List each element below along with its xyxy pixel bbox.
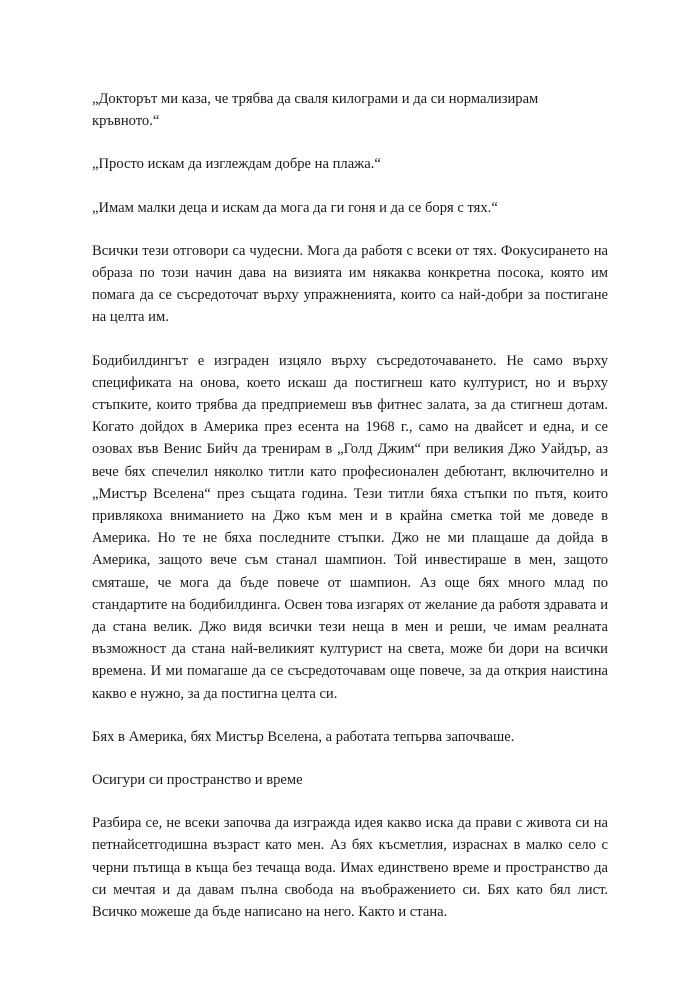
- quote-kids: „Имам малки деца и искам да мога да ги гоня и да се боря с тях.“: [92, 199, 498, 216]
- paragraph-space-time: Разбира се, не всеки започва да изгражда идея какво иска да прави с живота си на петнайсетгодишна възраст като мен. Аз бях късметлия, израснах в малко село с черни пътища в къща без течаща вода. Имах единствено време и пространство да си мечтая и да давам пълна свобода на въображението си. Бях като бял лист. Всичко можеше да бъде написано на него. Както и стана.: [92, 815, 608, 921]
- section-heading: Осигури си пространство и време: [92, 772, 303, 789]
- quote-beach: „Просто искам да изглеждам добре на плажа.“: [92, 156, 381, 173]
- paragraph-america: Бях в Америка, бях Мистър Вселена, а работата тепърва започваше.: [92, 728, 515, 745]
- quote-doctor: „Докторът ми каза, че трябва да сваля килограми и да си нормализирам кръвното.“: [92, 91, 539, 130]
- paragraph-answers: Всички тези отговори са чудесни. Мога да работя с всеки от тях. Фокусирането на образа по този начин дава на визията им някаква конкретна посока, която им помага да се съсредоточат върху упражненията, които са най-добри за постигане на целта им.: [92, 242, 608, 326]
- paragraph-bodybuilding: Бодибилдингът е изграден изцяло върху съсредоточаването. Не само върху спецификата на онова, което искаш да постигнеш като културист, но и върху стъпките, които трябва да предприемеш във фитнес залата, за да стигнеш дотам. Когато дойдох в Америка през есента на 1968 г., само на двайсет и една, и се озовах във Венис Бийч да тренирам в „Голд Джим“ при великия Джо Уайдър, аз вече бях спечелил няколко титли като професионален дебютант, включително и „Мистър Вселена“ през същата година. Тези титли бяха стъпки по пътя, които привлякоха вниманието на Джо към мен и в крайна сметка той ме доведе в Америка. Но те не бяха последните стъпки. Джо не ми плащаше да дойда в Америка, защото вече съм станал шампион. Той инвестираше в мен, защото смяташе, че мога да бъде повече от шампион. Аз още бях много млад по стандартите на бодибилдинга. Освен това изгарях от желание да работя здравата и да стана велик. Джо видя всички тези неща в мен и реши, че имам реалната възможност да стана най-великият културист на света, може би дори на всички времена. И ми помагаше да се съсредоточавам още повече, за да открия наистина какво е нужно, за да постигна целта си.: [92, 352, 608, 702]
- document-page: [92, 88, 608, 944]
